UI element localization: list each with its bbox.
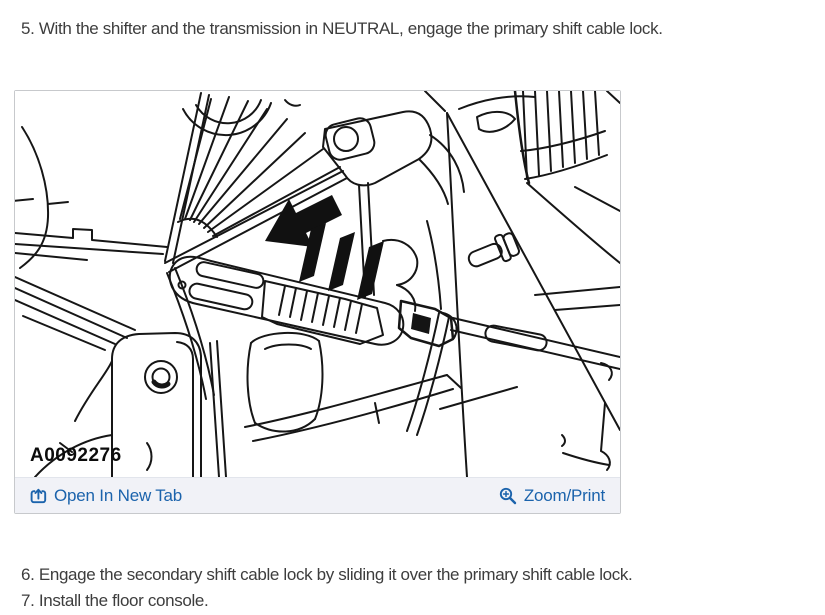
technical-diagram: [15, 91, 620, 477]
shift-cable-lock-drawing: [15, 91, 620, 477]
zoom-in-magnifier-icon: [499, 487, 517, 505]
open-in-new-tab-icon: [30, 487, 47, 504]
zoom-print-link[interactable]: [499, 486, 605, 506]
open-in-new-tab-link[interactable]: [30, 486, 182, 506]
instruction-step-6: 6. Engage the secondary shift cable lock by sliding it over the primary shift cable lock.: [21, 565, 633, 584]
figure-id-label: A0092276: [30, 445, 122, 466]
figure-footer-bar: [15, 477, 620, 513]
zoom-print-label: Zoom/Print: [523, 485, 605, 505]
instruction-step-7: 7. Install the floor console.: [21, 591, 209, 610]
open-in-new-tab-label: Open In New Tab: [54, 485, 183, 505]
instruction-step-5: 5. With the shifter and the transmission in NEUTRAL, engage the primary shift cable lock.: [21, 19, 663, 38]
diagram-panel: [14, 90, 621, 514]
